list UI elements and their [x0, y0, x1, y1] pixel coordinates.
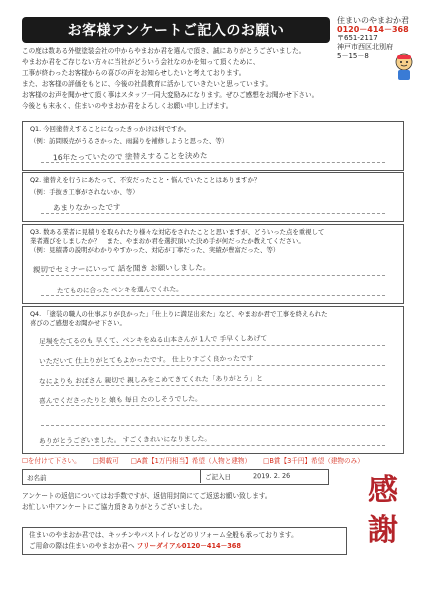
q3-answer-1: 親切でセミナーにいって 話を聞き お願いしました。 — [32, 262, 211, 275]
option-publish[interactable]: □掲載可 — [92, 456, 119, 465]
reform-info-line: 住まいのやまおか君では、キッチンやバストイレなどのリフォーム全般も承っております。 — [29, 531, 298, 539]
q4-answer-3: なによりも おばさん 親切で 親しみをこめてきてくれた「ありがとう」と — [38, 374, 264, 386]
answer-line — [41, 445, 385, 446]
q4-answer-2: いただいて 仕上りがとてもよかったです。 仕上りすごく良かったです — [38, 354, 254, 366]
q2-answer: あまりなかったです — [52, 202, 121, 213]
q4-question-line-2: 喜びのご感想をお聞かせ下さい。 — [30, 319, 126, 327]
q1-example: （例：訪問販売がうるさかった、雨漏りを補修しようと思った、等） — [30, 137, 229, 145]
answer-line — [41, 385, 385, 386]
contact-prefix: ご用命の際は住まいのやまおか君へ — [29, 542, 135, 550]
contact-line — [29, 541, 340, 552]
q4-answer-5: ありがとうございました。 すごくきれいになりました。 — [38, 434, 212, 446]
q1-answer: 16年たっていたので 塗替えすることを決めた — [52, 150, 208, 163]
page-title: お客様アンケートご記入のお願い — [22, 17, 330, 43]
date-label: ご記入日 — [205, 473, 231, 481]
return-note — [22, 491, 342, 513]
reform-info-box — [22, 527, 347, 555]
q3-question-line-1: Q3. 数ある業者に見積りを取られたり様々な対応をされたことと思いますが、どういった点を重視して — [30, 228, 325, 236]
mascot-icon — [390, 52, 418, 82]
question-3-section — [22, 224, 404, 304]
q4-question-line-1: Q4. 「塗装の職人の仕事ぶりが良かった」「仕上りに満足出来た」など、やまおか君で工事を終えられた — [30, 310, 328, 318]
q2-question: Q2. 塗替えを行うにあたって、不安だったこと・悩んでいたことはありますか？ — [30, 176, 261, 184]
stamp-char: 感 — [368, 473, 398, 508]
options-row — [22, 454, 402, 465]
date-value: 2019. 2. 26 — [252, 471, 291, 481]
company-name: 住まいのやまおか君 — [337, 16, 409, 25]
answer-line — [41, 365, 385, 366]
intro-line: この度は数ある外壁塗装会社の中からやまおか君を選んで頂き、誠にありがとうございました。 — [22, 47, 306, 55]
q3-answer-2: たてものに合った ペンキを選んでくれた。 — [56, 285, 183, 295]
intro-line: 工事が終わったお客様からの喜びの声をお知らせしたいと考えております。 — [22, 69, 246, 77]
stamp-char: 謝 — [368, 513, 398, 548]
q3-example: （例：見積書の説明がわかりやすかった、対応が丁寧だった、実績が豊富だった、等） — [30, 246, 280, 254]
option-b-prize[interactable]: □B賞【3千円】希望（建物のみ） — [263, 456, 364, 465]
answer-line — [41, 213, 385, 214]
company-phone: 0120－414－368 — [337, 25, 409, 34]
date-field[interactable] — [200, 469, 328, 483]
company-address-1: 神戸市西区北別府 — [337, 43, 393, 51]
answer-line — [41, 345, 385, 346]
intro-line: 今後とも末永く、住まいのやまおか君をよろしくお願い申し上げます。 — [22, 102, 233, 110]
return-note-line: アンケートの返信についてはお手数ですが、返信用封筒にてご返送お願い致します。 — [22, 492, 272, 500]
company-postal: 〒651-2117 — [337, 34, 378, 42]
thanks-note-line: お忙しい中アンケートにご協力頂きありがとうございました。 — [22, 503, 207, 511]
answer-line — [41, 275, 385, 276]
intro-line: お客様のお声を聞かせて頂く事はスタッフ一同大変励みになります。ぜひご感想をお聞かせ下さい。 — [22, 91, 319, 99]
intro-text — [22, 46, 362, 112]
answer-line — [41, 405, 385, 406]
q2-example: （例：手抜き工事がされないか、等） — [30, 188, 139, 196]
thanks-stamp — [350, 471, 416, 557]
q4-answer-4: 喜んでくださったりと 娘も 毎日 たのしそうでした。 — [38, 394, 202, 406]
q3-question-line-2: 業者選びをしましたか？ また、やまおか君を選択頂いた決め手が何だったか教えてください。 — [30, 237, 305, 245]
name-label: お名前 — [27, 474, 47, 482]
option-a-prize[interactable]: □A賞【1万円相当】希望（人物と建物） — [130, 456, 252, 465]
answer-line — [41, 295, 385, 296]
intro-line: また、お客様の評価をもとに、今後の社員教育に活かしていきたいと思っています。 — [22, 80, 273, 88]
intro-line: やまおか君をご存じない方々に当社がどういう会社なのかを知って頂くために、 — [22, 58, 260, 66]
q1-question: Q1. 今回塗替えすることになったきっかけは何ですか。 — [30, 125, 191, 133]
free-dial[interactable]: フリーダイアル0120－414－368 — [136, 542, 241, 550]
question-2-section — [22, 172, 404, 222]
answer-line — [41, 425, 385, 426]
question-4-section — [22, 306, 404, 454]
q4-answer-1: 足場をたてるのも 早くて、ペンキをぬる山本さんが 1人で 手早くしあげて — [38, 334, 268, 346]
check-instruction: ☐を付けて下さい。 — [22, 456, 81, 465]
question-1-section — [22, 121, 404, 171]
company-address-2: 5－15－8 — [337, 52, 369, 60]
